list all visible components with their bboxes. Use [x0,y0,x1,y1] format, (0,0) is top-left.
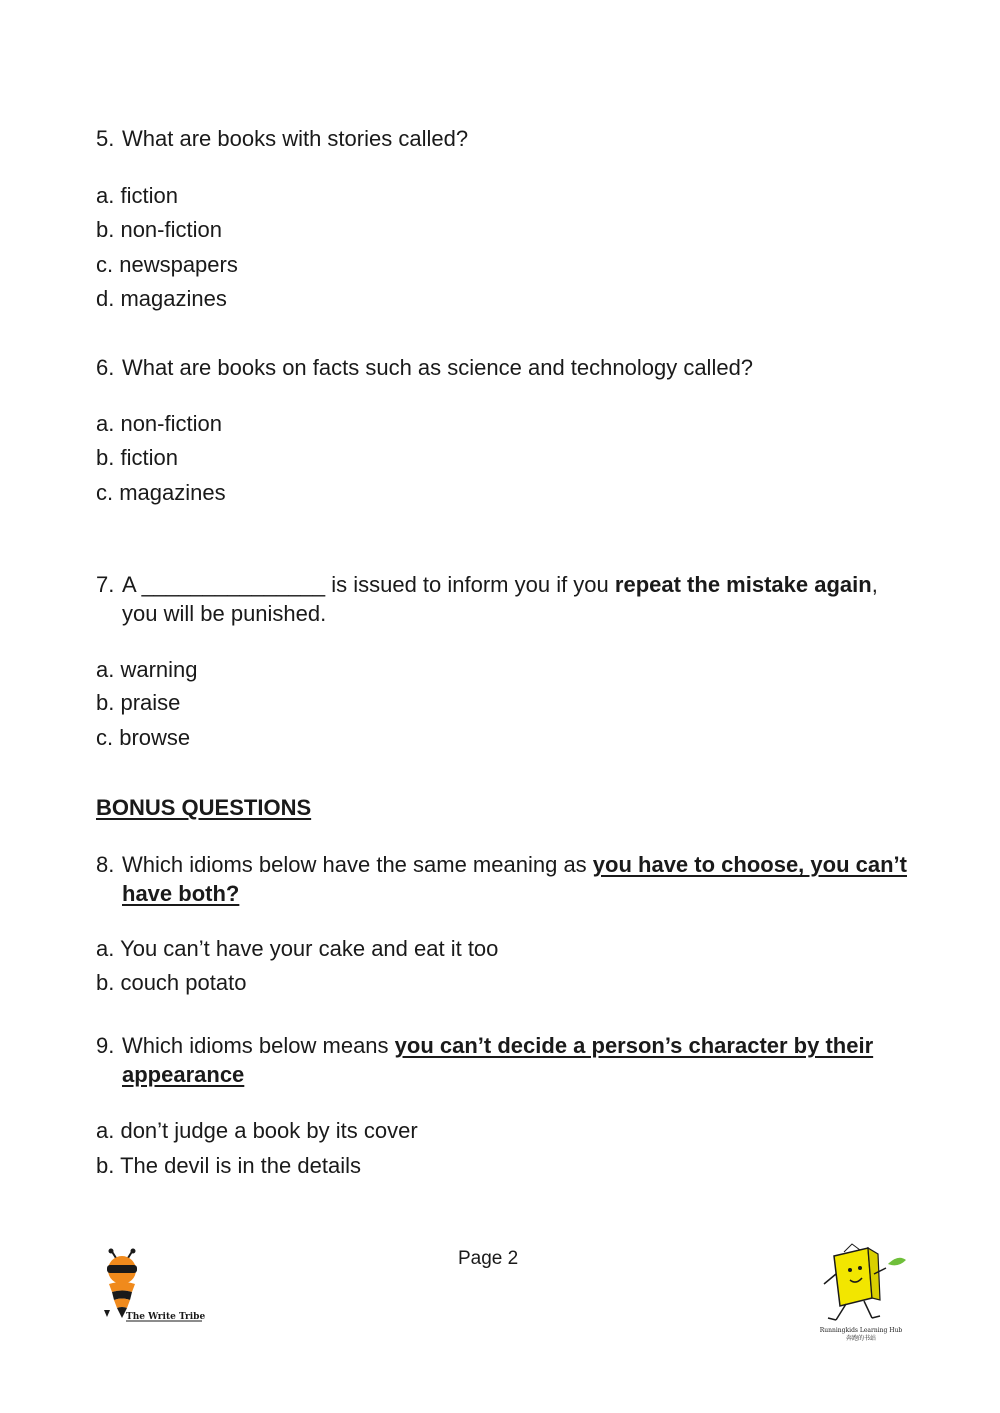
question-emphasis: repeat the mistake again [614,572,872,597]
bonus-heading: BONUS QUESTIONS [96,795,312,820]
option-9a: a. don’t judge a book by its cover [96,1118,418,1143]
question-6 [96,353,916,382]
option-6a: a. non-fiction [96,411,222,436]
question-number: 5. [96,126,115,151]
right-logo-text: Runningkids Learning Hub [819,1327,903,1334]
option-5a: a. fiction [96,183,178,208]
runningkids-logo [806,1240,916,1344]
question-number: 7. [96,572,115,597]
question-9 [96,1031,916,1089]
question-number: 6. [96,355,115,380]
option-6b: b. fiction [96,445,178,470]
question-8 [96,850,916,908]
question-text: Which idioms below means you can’t decide a person’s character by their appearance [122,1033,874,1087]
option-6c: c. magazines [96,480,226,505]
question-text: What are books with stories called? [122,126,469,151]
option-5c: c. newspapers [96,252,238,277]
question-text: A _______________ is issued to inform you if you repeat the mistake again, you will be punished. [122,572,878,626]
option-9b: b. The devil is in the details [96,1153,361,1178]
left-logo-text: The Write Tribe [126,1312,206,1322]
option-8a: a. You can’t have your cake and eat it too [96,936,499,961]
option-7a: a. warning [96,657,198,682]
question-number: 9. [96,1033,115,1058]
running-book-icon [824,1244,906,1320]
question-5 [96,124,916,153]
question-text: Which idioms below have the same meaning as you have to choose, you can’t have both? [122,852,907,906]
page-number: Page 2 [458,1248,519,1269]
question-number: 8. [96,852,115,877]
option-5b: b. non-fiction [96,217,222,242]
question-7 [96,570,916,628]
option-7b: b. praise [96,690,181,715]
bee-icon [104,1249,137,1319]
right-logo-subtext: 奔跑的书站 [845,1335,877,1342]
question-emphasis: you have to choose, you can’t have both? [122,852,907,906]
write-tribe-logo [96,1248,216,1328]
question-text: What are books on facts such as science and technology called? [122,355,754,380]
option-5d: d. magazines [96,286,227,311]
option-8b: b. couch potato [96,970,247,995]
option-7c: c. browse [96,725,191,750]
question-emphasis: you can’t decide a person’s character by their appearance [122,1033,874,1087]
